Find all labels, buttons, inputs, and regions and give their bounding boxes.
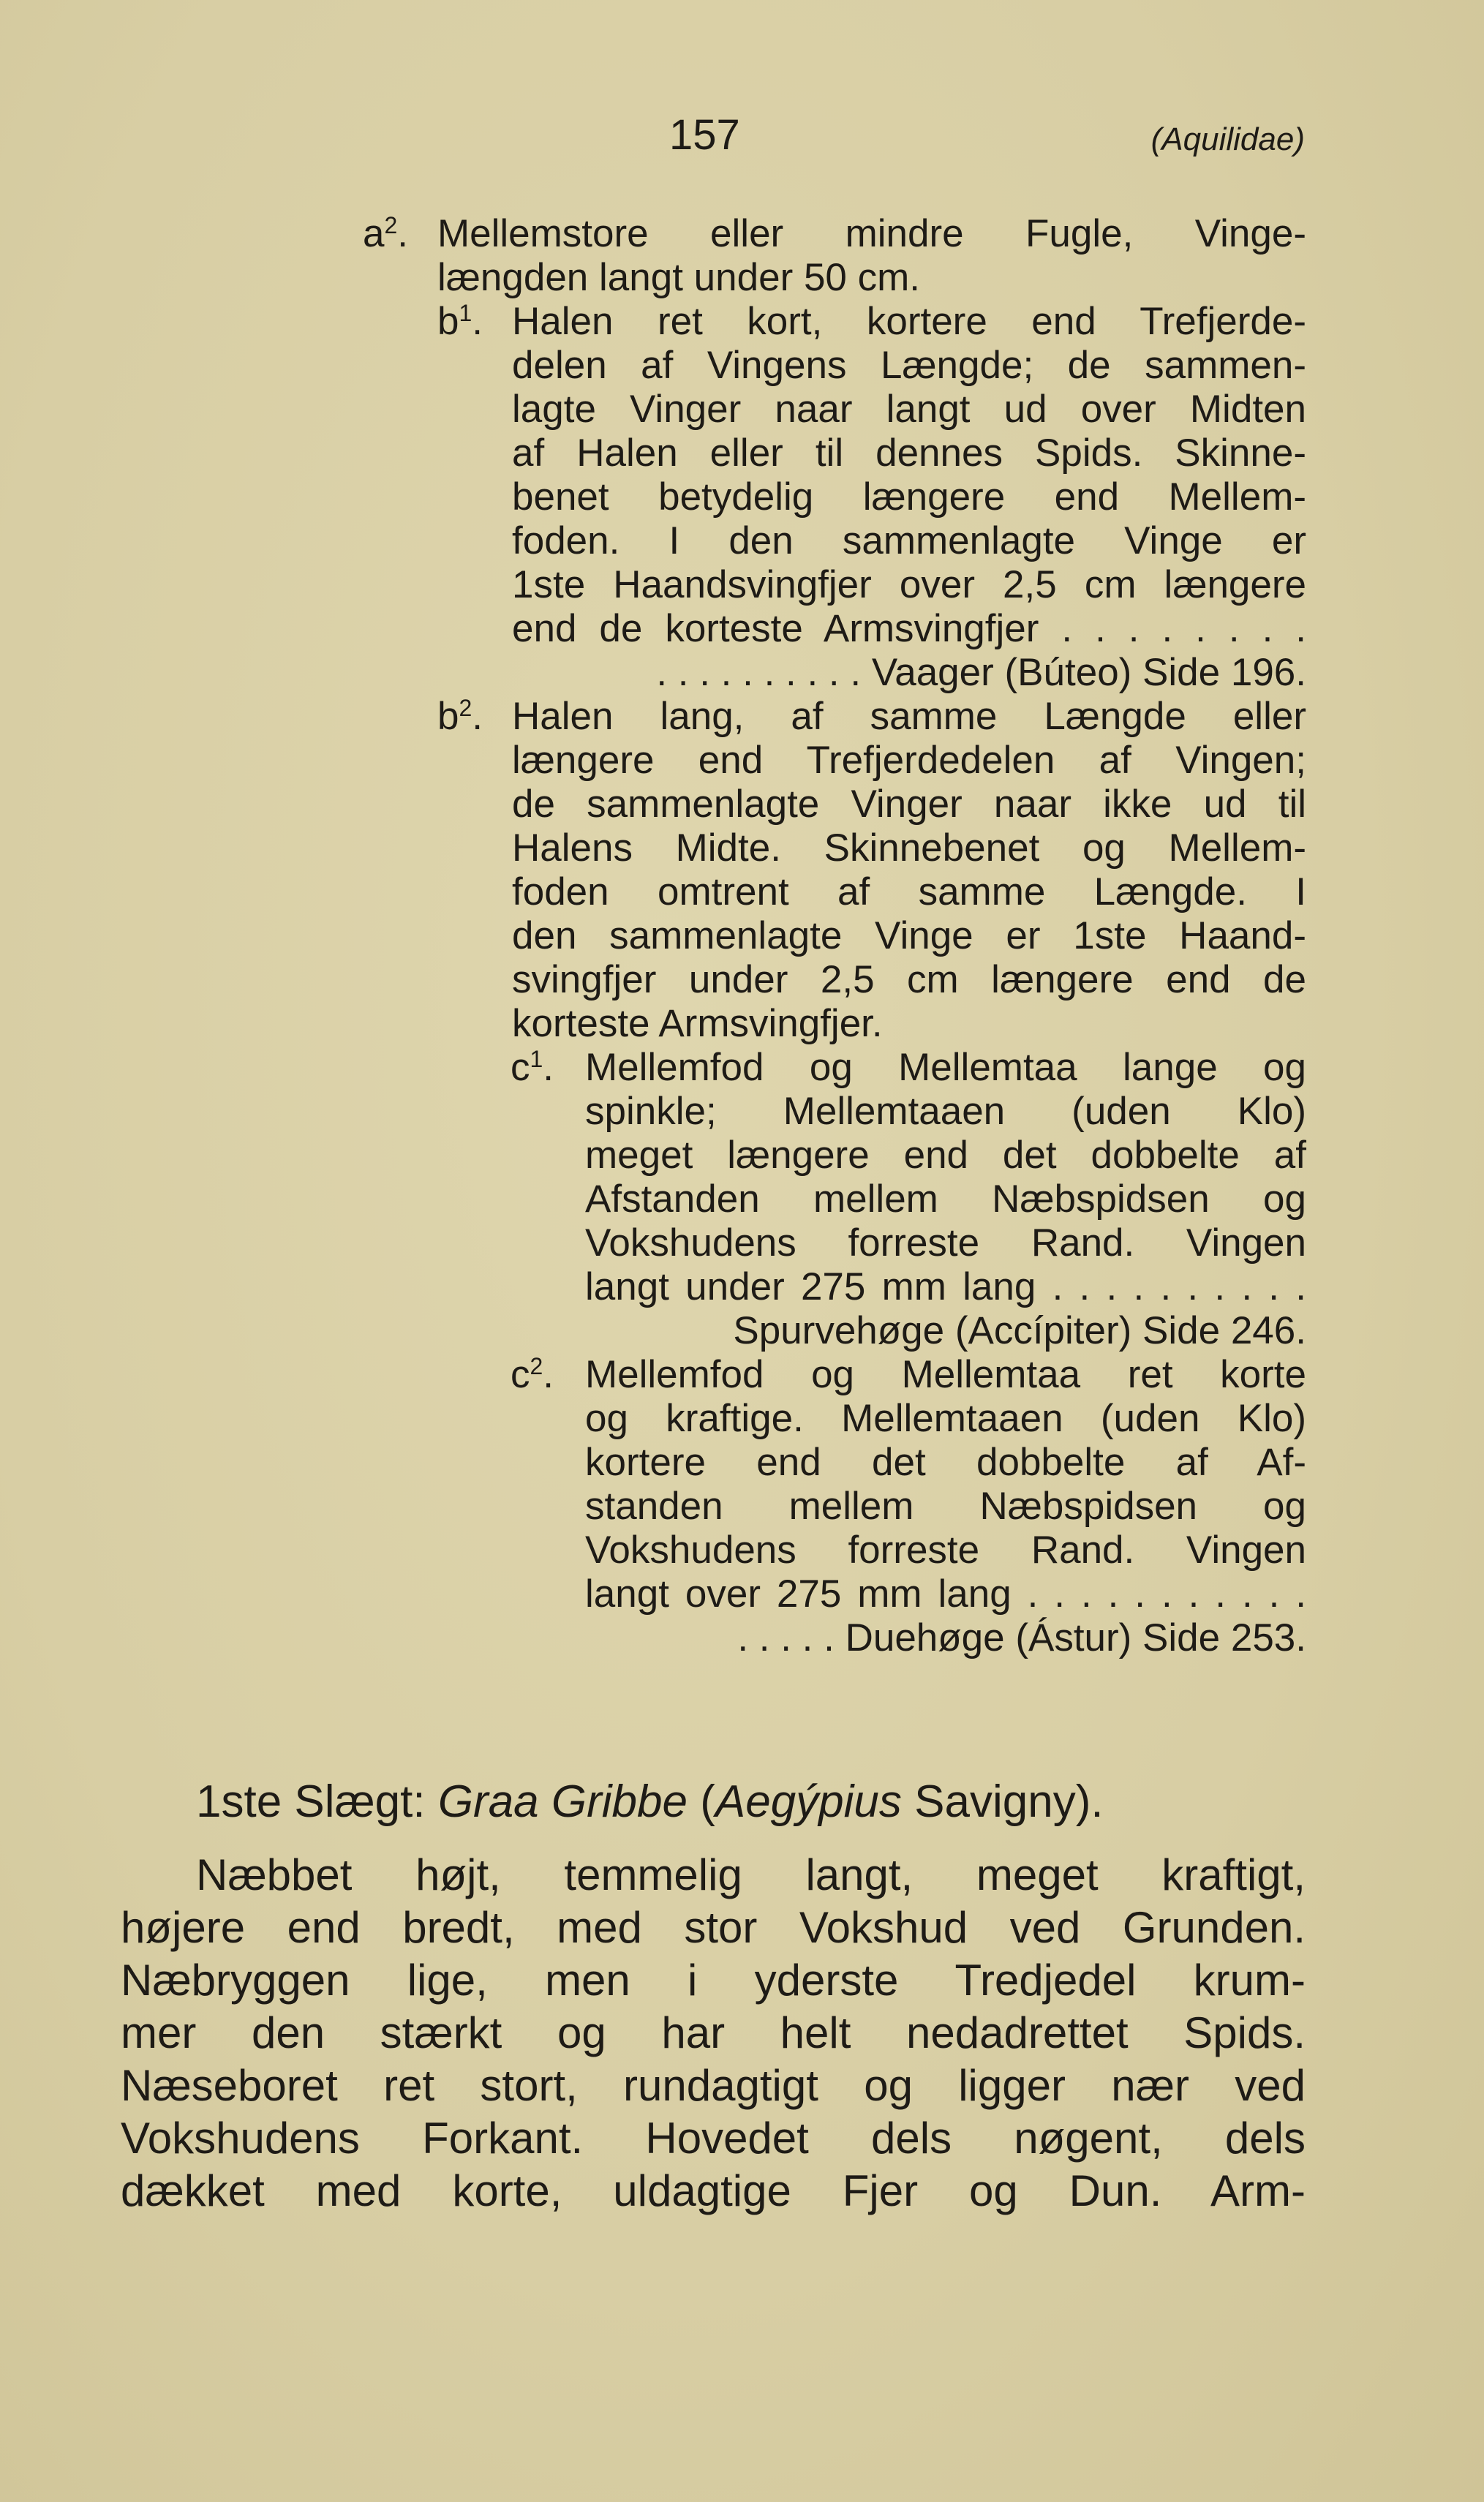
page-number: 157 <box>669 111 740 159</box>
description-line: mer den stærkt og har helt nedadrettet Spids. <box>121 2008 1306 2057</box>
key-line: korteste Armsvingfjer. <box>512 1002 883 1045</box>
key-label-c2: $c^2$. <box>511 1353 554 1396</box>
key-line: kortere end det dobbelte af Af- <box>585 1441 1306 1484</box>
key-line: $c^2$. Mellemfod og Mellemtaa ret korte <box>511 1353 1306 1396</box>
key-line: meget længere end det dobbelte af <box>585 1134 1306 1177</box>
key-line: Vokshudens forreste Rand. Vingen <box>585 1221 1306 1265</box>
key-line: end de korteste Armsvingfjer . . . . . . . . <box>512 607 1306 650</box>
key-result-astur: . . . . . Duehøge (Ástur) Side 253. <box>737 1616 1306 1659</box>
description-line: højere end bredt, med stor Vokshud ved Grunden. <box>121 1903 1306 1952</box>
key-label-a2: $a^2$. <box>363 212 409 255</box>
key-line: foden omtrent af samme Længde. I <box>512 870 1306 913</box>
key-line: $b^2$. Halen lang, af samme Længde eller <box>437 695 1306 738</box>
key-line: langt under 275 mm lang . . . . . . . . . . <box>585 1265 1306 1308</box>
key-line: de sammenlagte Vinger naar ikke ud til <box>512 783 1306 826</box>
key-line: spinkle; Mellemtaaen (uden Klo) <box>585 1090 1306 1133</box>
key-result-buteo: . . . . . . . . . . Vaager (Búteo) Side 196. <box>656 651 1306 694</box>
key-line: længere end Trefjerdedelen af Vingen; <box>512 739 1306 782</box>
key-line: den sammenlagte Vinge er 1ste Haand- <box>512 914 1306 957</box>
key-line: længden langt under 50 cm. <box>437 256 920 299</box>
key-line: lagte Vinger naar langt ud over Midten <box>512 388 1306 431</box>
key-line: Afstanden mellem Næbspidsen og <box>585 1177 1306 1221</box>
key-label-c1: $c^1$. <box>511 1046 554 1089</box>
key-line: benet betydelig længere end Mellem- <box>512 475 1306 519</box>
key-line: af Halen eller til dennes Spids. Skinne- <box>512 432 1306 475</box>
key-line: Halens Midte. Skinnebenet og Mellem- <box>512 826 1306 870</box>
key-line: langt over 275 mm lang . . . . . . . . . . . <box>585 1572 1306 1616</box>
page-header <box>0 102 1484 168</box>
description-line: Næbryggen lige, men i yderste Tredjedel krum- <box>121 1956 1306 2005</box>
key-label-b1: $b^1$. <box>437 300 483 343</box>
key-line: standen mellem Næbspidsen og <box>585 1485 1306 1528</box>
running-head: (Aquilidae) <box>1150 121 1305 157</box>
key-label-b2: $b^2$. <box>437 695 483 738</box>
key-line: delen af Vingens Længde; de sammen- <box>512 344 1306 387</box>
key-line: og kraftige. Mellemtaaen (uden Klo) <box>585 1397 1306 1440</box>
description-line: Næseboret ret stort, rundagtigt og ligger nær ved <box>121 2061 1306 2110</box>
key-line: svingfjer under 2,5 cm længere end de <box>512 958 1306 1001</box>
key-line: 1ste Haandsvingfjer over 2,5 cm længere <box>512 563 1306 606</box>
description-line: dækket med korte, uldagtige Fjer og Dun. Arm- <box>121 2166 1306 2215</box>
key-line: Vokshudens forreste Rand. Vingen <box>585 1529 1306 1572</box>
description-line: Vokshudens Forkant. Hovedet dels nøgent, dels <box>121 2114 1306 2163</box>
key-line: $c^1$. Mellemfod og Mellemtaa lange og <box>511 1046 1306 1089</box>
description-line: Næbbet højt, temmelig langt, meget kraftigt, <box>196 1850 1306 1899</box>
key-result-accipiter: Spurvehøge (Accípiter) Side 246. <box>733 1309 1306 1352</box>
key-line: $b^1$. Halen ret kort, kortere end Trefjerde- <box>437 300 1306 343</box>
key-line: $a^2$. Mellemstore eller mindre Fugle, Vinge- <box>363 212 1306 255</box>
genus-heading: 1ste Slægt: Graa Gribbe (Aegýpius Savigny). <box>196 1776 1104 1827</box>
key-line: foden. I den sammenlagte Vinge er <box>512 519 1306 562</box>
